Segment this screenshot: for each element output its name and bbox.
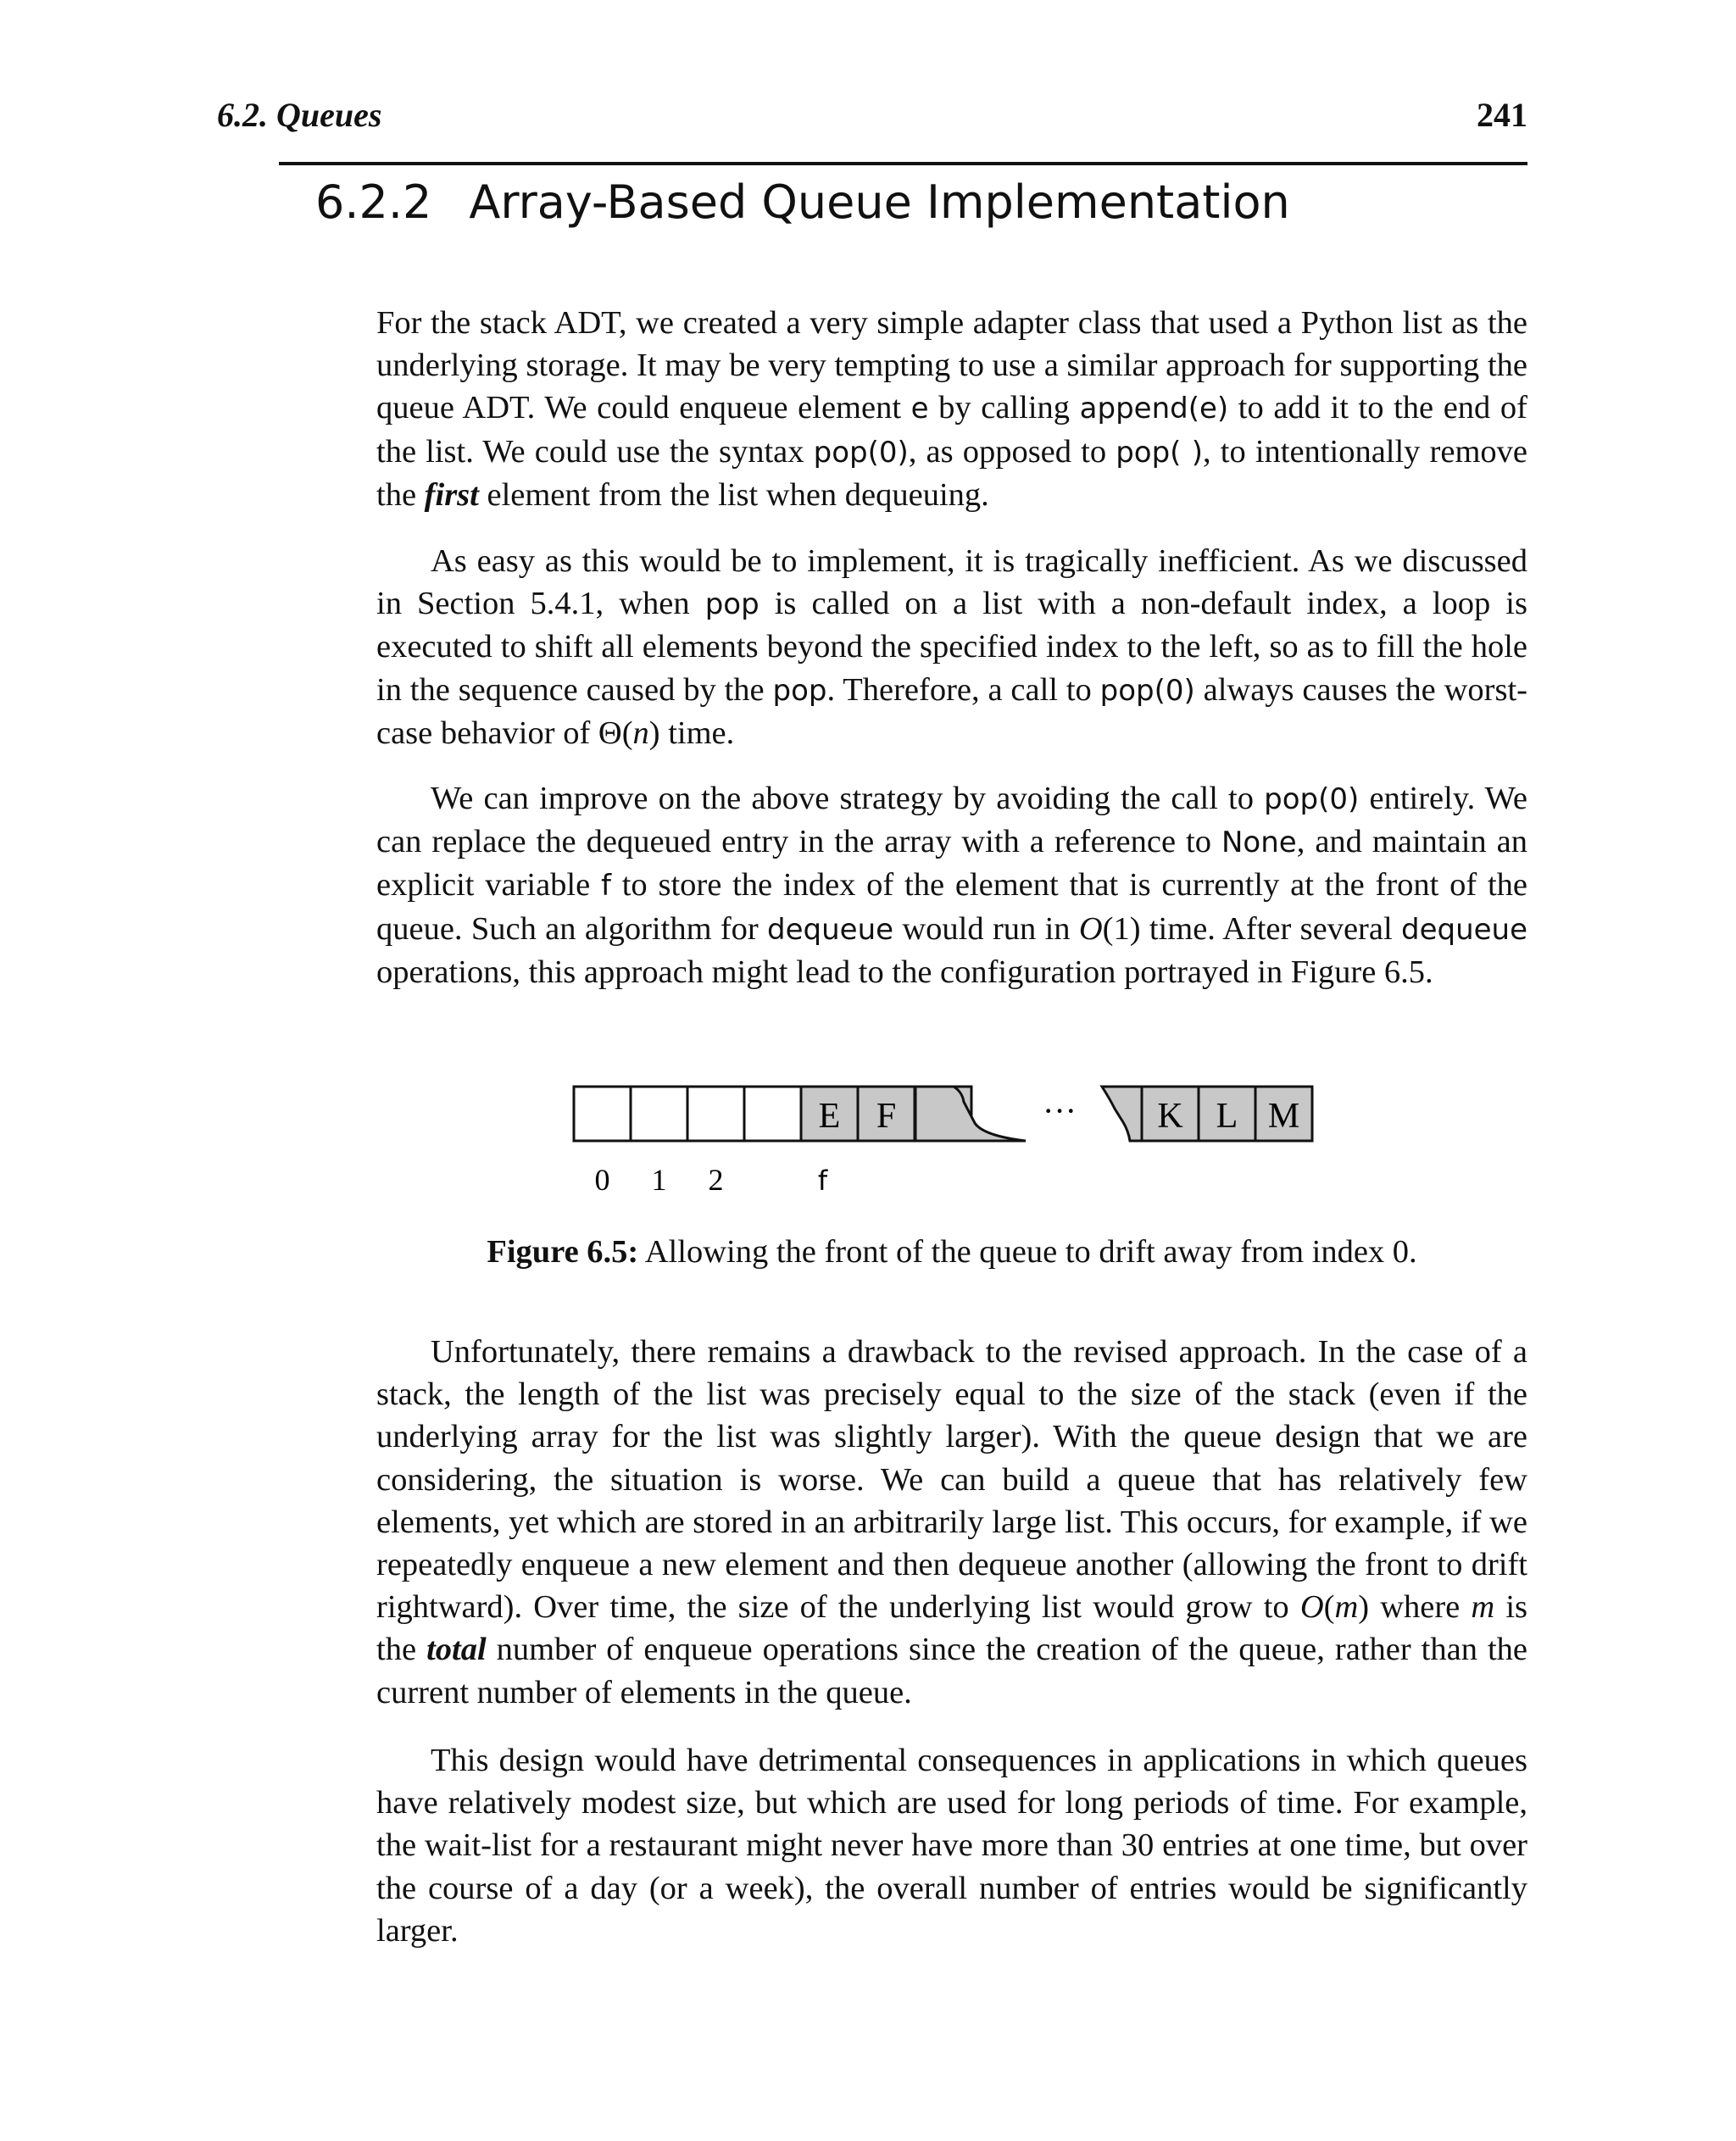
running-head-section: 6.2. Queues: [217, 96, 382, 134]
text: to add it to the end of the list. We could use the syntax: [376, 390, 1527, 470]
code: pop(0): [1099, 673, 1195, 708]
paragraph-1: [376, 302, 1527, 516]
math: O: [1078, 910, 1103, 947]
code: pop: [772, 673, 827, 708]
text: For the stack ADT, we created a very simple adapter class that used a Python list as the underlying storage. It may be very tempting to use a similar approach for supporting the queue ADT. We could enqueue element: [376, 305, 1527, 426]
math: n: [632, 715, 649, 751]
text: operations, this approach might lead to the configuration portrayed in Figure 6.5.: [376, 954, 1433, 990]
math: m: [1334, 1589, 1359, 1626]
text: We can improve on the above strategy by avoiding the call to: [431, 781, 1265, 816]
text: would run in: [893, 910, 1079, 947]
array-cell-label: K: [1157, 1097, 1183, 1136]
text: is called on a list with a non-default index, a loop is executed to shift all elements beyond the specified index to the left, so as to fill the hole in the sequence caused by the: [376, 586, 1527, 708]
figure-caption: [376, 1231, 1527, 1273]
code: append(e): [1079, 392, 1229, 426]
text: This design would have detrimental consequences in applications in which queues have relatively modest size, but which are used for long periods of time. For example, the wait-list for a restaurant might never have more than 30 entries at one time, but over the course of a day (or a week), the overall number of entries would be significantly larger.: [376, 1743, 1527, 1949]
code: None: [1221, 826, 1297, 860]
text: number of enqueue operations since the creation of the queue, rather than the current number of elements in the queue.: [376, 1632, 1527, 1710]
section-title-text: Array-Based Queue Implementation: [469, 175, 1290, 229]
caption-label: Figure 6.5:: [487, 1234, 639, 1270]
paragraph-3: [376, 777, 1527, 993]
paragraph-5: [376, 1739, 1527, 1952]
code: pop: [704, 587, 760, 622]
code: pop( ): [1116, 435, 1204, 470]
index-label: 2: [708, 1163, 724, 1197]
header-rule: [279, 162, 1527, 165]
text: ) where: [1358, 1589, 1472, 1626]
array-cell-label: M: [1267, 1097, 1300, 1136]
text: As easy as this would be to implement, it is tragically inefficient. As we discussed in Section 5.4.1, when: [376, 543, 1527, 622]
code: pop(0): [813, 435, 909, 470]
text: , and maintain an explicit variable: [376, 824, 1527, 904]
text: (: [1323, 1589, 1335, 1626]
figure-6-5: [572, 1085, 1335, 1212]
code: dequeue: [767, 912, 894, 947]
text: (1) time. After several: [1102, 910, 1401, 947]
text: Unfortunately, there remains a drawback to the revised approach. In the case of a stack, the length of the list was precisely equal to the size of the stack (even if the underlying array for the list was slightly larger). With the queue design that we are considering, the situation is worse. We can build a queue that has relatively few elements, yet which are stored in an arbitrarily large list. This occurs, for example, if we repeatedly enqueue a new element and then dequeue another (allowing the front to drift rightward). Over time, the size of the underlying list would grow to: [376, 1334, 1527, 1626]
array-cell-label: F: [876, 1097, 897, 1136]
section-title: [315, 175, 1290, 229]
array-cell: [631, 1087, 687, 1141]
math: O: [1299, 1589, 1324, 1626]
array-cell: [744, 1087, 801, 1141]
paragraph-4: [376, 1331, 1527, 1714]
emphasis: total: [426, 1632, 487, 1668]
text: to store the index of the element that is currently at the front of the queue. Such an algorithm for: [376, 867, 1527, 947]
array-cell: [574, 1087, 631, 1141]
array-cell: [687, 1087, 744, 1141]
code: pop(0): [1264, 782, 1360, 816]
code: e: [910, 392, 929, 426]
array-cell-label: E: [818, 1097, 841, 1136]
text: element from the list when dequeuing.: [478, 476, 989, 513]
code: dequeue: [1400, 912, 1527, 947]
text: , to intentionally remove the: [376, 433, 1527, 513]
paragraph-2: [376, 540, 1527, 754]
code: f: [600, 869, 611, 904]
text: , as opposed to: [908, 433, 1116, 470]
section-number: 6.2.2: [315, 175, 432, 229]
index-label: 1: [651, 1163, 667, 1197]
text: always causes the worst-case behavior of Θ(: [376, 671, 1527, 751]
array-cell-label: L: [1216, 1097, 1238, 1136]
text: entirely. We can replace the dequeued entry in the array with a reference to: [376, 781, 1528, 860]
front-pointer-label: f: [817, 1165, 828, 1197]
page-number: 241: [1477, 96, 1527, 134]
text: by calling: [928, 390, 1080, 426]
index-label: 0: [594, 1163, 610, 1197]
text: is the: [376, 1589, 1528, 1668]
queue-array-diagram: [572, 1085, 1335, 1212]
emphasis: first: [424, 476, 479, 513]
math: m: [1471, 1589, 1495, 1626]
ellipsis: ···: [1043, 1092, 1077, 1130]
text: . Therefore, a call to: [826, 671, 1100, 708]
caption-text: Allowing the front of the queue to drift away from index 0.: [638, 1234, 1417, 1270]
torn-edge-right: [1102, 1087, 1142, 1141]
text: ) time.: [648, 715, 735, 751]
running-head: [217, 95, 1527, 146]
